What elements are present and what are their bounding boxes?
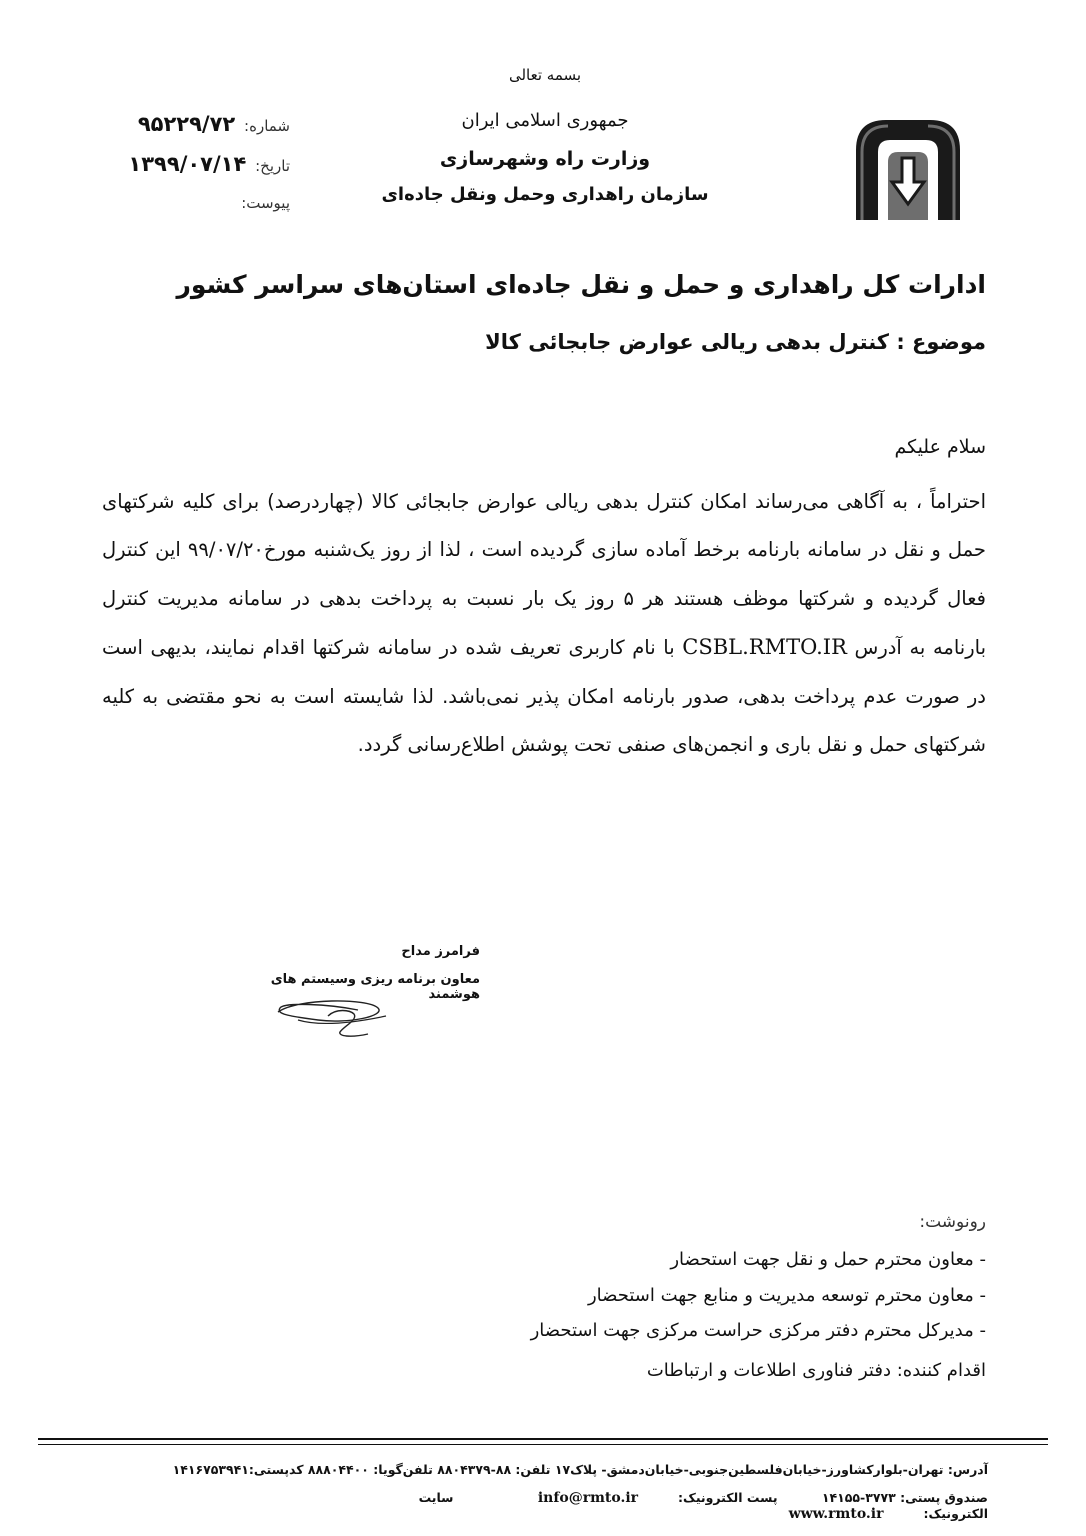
greeting-text: سلام علیکم (894, 436, 986, 458)
footer-po-box: صندوق پستی: ۳۷۷۳-۱۴۱۵۵ (821, 1490, 988, 1505)
country-name: جمهوری اسلامی ایران (461, 110, 629, 131)
signatory-name: فرامرز مداح (401, 944, 480, 959)
cc-title: رونوشت: (919, 1212, 986, 1232)
handwritten-signature (258, 994, 408, 1042)
letter-body-part2: با نام کاربری تعریف شده در سامانه شرکتها اقدام نمایند، بدیهی است در صورت عدم پرداخت بدهی، صدور بارنامه امکان پذیر نمی‌باشد. لذا شایسته است به نحو مقتضی به کلیه شرکتهای حمل و نقل باری و انجمن‌های صنفی تحت پوشش اطلاع‌رسانی گردد. (102, 636, 986, 757)
letter-date-value: ۱۳۹۹/۰۷/۱۴ (128, 152, 247, 176)
letter-number-value: ۹۵۲۲۹/۷۲ (137, 112, 236, 136)
email-label: پست الکترونیک: (678, 1490, 778, 1505)
email-address[interactable]: info@rmto.ir (537, 1490, 639, 1506)
signatory-title: معاون برنامه ریزی وسیستم های هوشمند (270, 972, 480, 1002)
letter-attachment (100, 194, 290, 212)
letter-date-label: تاریخ: (255, 157, 290, 175)
cc-list (366, 1242, 986, 1349)
cc-item: - معاون محترم حمل و نقل جهت استحضار (670, 1249, 986, 1270)
bismillah-text: بسمه تعالی (508, 66, 582, 84)
letter-number (100, 112, 290, 136)
footer-email (498, 1490, 778, 1505)
website-label: سایت الکترونیک: (418, 1490, 988, 1521)
action-office: اقدام کننده: دفتر فناوری اطلاعات و ارتباطات (646, 1360, 986, 1381)
subject-line: موضوع : کنترل بدهی ریالی عوارض جابجائی کالا (485, 330, 986, 354)
organization-name: سازمان راهداری وحمل ونقل جاده‌ای (381, 184, 709, 205)
footer-divider-thin (38, 1444, 1048, 1445)
attachment-label: پیوست: (241, 194, 290, 212)
footer-address: آدرس: تهران-بلوارکشاورز-خیابان‌فلسطین‌جنوبی-خیابان‌دمشق- پلاک۱۷ تلفن: ۸۸-۸۸۰۴۳۷۹ تلفن‌گویا: ۸۸۸۰۴۴۰۰ کدپستی:۱۴۱۶۷۵۳۹۴۱ (172, 1462, 988, 1477)
letter-body (102, 478, 986, 769)
rmto-logo-icon (848, 112, 968, 228)
letter-number-label: شماره: (244, 117, 290, 135)
cc-item: - مدیرکل محترم دفتر مرکزی حراست مرکزی جهت استحضار (530, 1320, 986, 1341)
footer-divider-thick (38, 1438, 1048, 1440)
website-url[interactable]: www.rmto.ir (788, 1506, 884, 1522)
footer-contact (180, 1490, 988, 1522)
cc-item: - معاون محترم توسعه مدیریت و منابع جهت استحضار (587, 1284, 986, 1306)
csbl-url-text: CSBL.RMTO.IR (682, 635, 847, 660)
ministry-name: وزارت راه وشهرسازی (439, 148, 651, 170)
letter-body-part1: احتراماً ، به آگاهی می‌رساند امکان کنترل بدهی ریالی عوارض جابجائی کالا (چهاردرصد) برای کلیه شرکتهای حمل و نقل در سامانه بارنامه برخط آماده سازی گردیده است ، لذا از روز یک‌شنبه مورخ۹۹/۰۷/۲۰ این کنترل فعال گردیده و شرکتها موظف هستند هر ۵ روز یک بار نسبت به پرداخت بدهی در سامانه مدیریت کنترل بارنامه به آدرس (102, 490, 987, 660)
addressee-heading: ادارات کل راهداری و حمل و نقل جاده‌ای استان‌های سراسر کشور (176, 270, 986, 299)
letter-date (100, 152, 290, 176)
